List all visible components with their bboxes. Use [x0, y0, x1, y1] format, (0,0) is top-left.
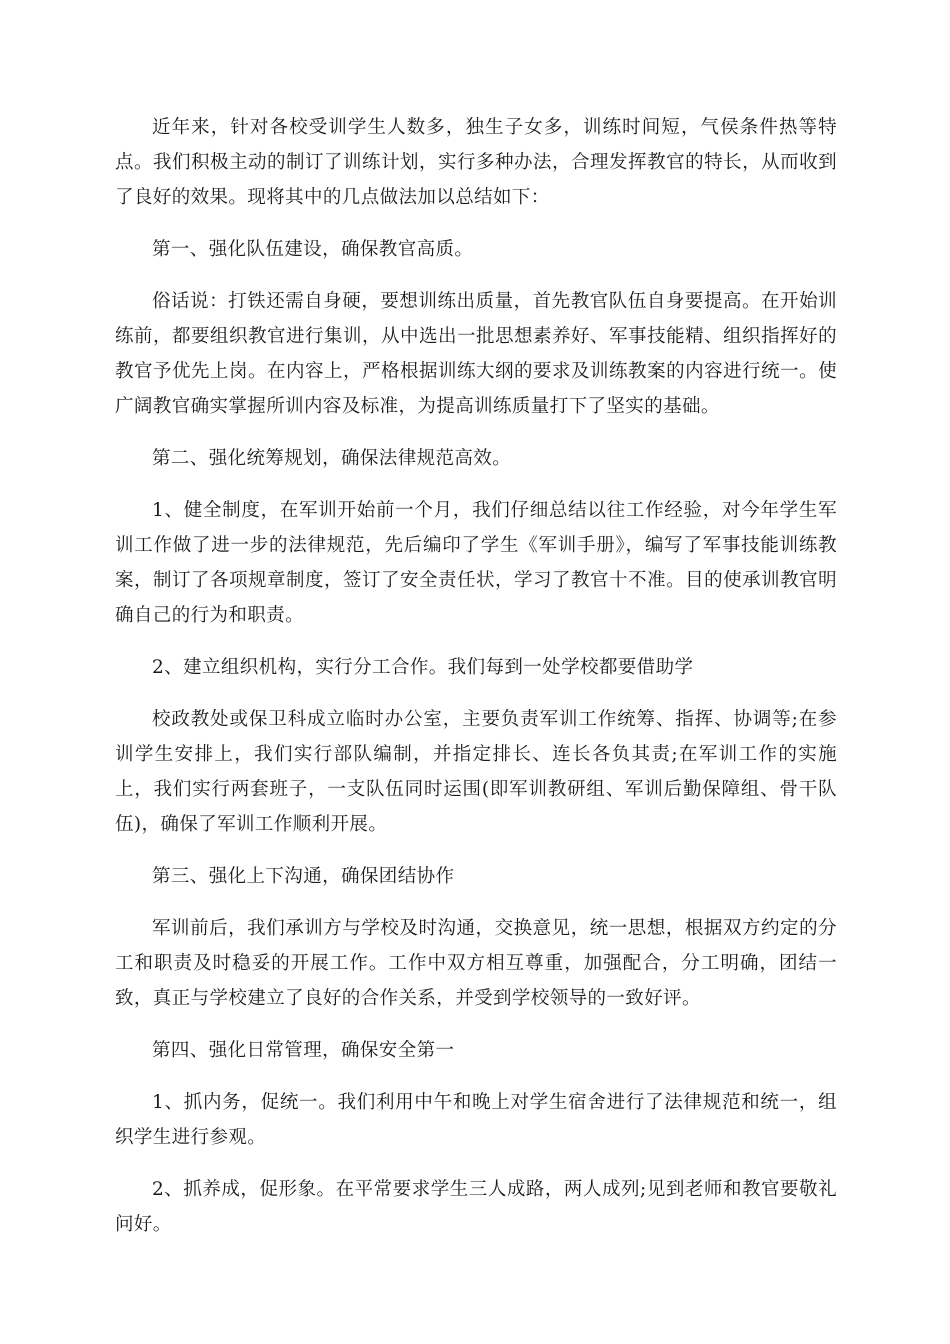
section-3-paragraph: 军训前后，我们承训方与学校及时沟通，交换意见，统一思想，根据双方约定的分工和职责及时稳妥的开展工作。工作中双方相互尊重，加强配合，分工明确，团结一致，真正与学校建立了良好的合作关系，并受到学校领导的一致好评。 — [115, 918, 837, 1009]
section-1-paragraph: 俗话说：打铁还需自身硬，要想训练出质量，首先教官队伍自身要提高。在开始训练前，都要组织教官进行集训，从中选出一批思想素养好、军事技能精、组织指挥好的教官予优先上岗。在内容上，严格根据训练大纲的要求及训练教案的内容进行统一。使广阔教官确实掌握所训内容及标准，为提高训练质量打下了坚实的基础。 — [115, 291, 837, 417]
section-4-item-2: 2、抓养成，促形象。在平常要求学生三人成路，两人成列;见到老师和教官要敬礼问好。 — [115, 1179, 837, 1235]
section-4-item-1: 1、抓内务，促统一。我们利用中午和晚上对学生宿舍进行了法律规范和统一，组织学生进行参观。 — [115, 1092, 837, 1148]
intro-paragraph: 近年来，针对各校受训学生人数多，独生子女多，训练时间短，气侯条件热等特点。我们积极主动的制订了训练计划，实行多种办法，合理发挥教官的特长，从而收到了良好的效果。现将其中的几点做法加以总结如下： — [115, 117, 837, 208]
document-body — [115, 110, 837, 1259]
section-2-item-2-continued: 校政教处或保卫科成立临时办公室，主要负责军训工作统筹、指挥、协调等;在参训学生安排上，我们实行部队编制，并指定排长、连长各负其责;在军训工作的实施上，我们实行两套班子，一支队伍同时运围(即军训教研组、军训后勤保障组、骨干队伍)，确保了军训工作顺利开展。 — [115, 709, 837, 835]
section-heading-1: 第一、强化队伍建设，确保教官高质。 — [152, 239, 474, 260]
section-heading-2: 第二、强化统筹规划，确保法律规范高效。 — [152, 448, 512, 469]
section-2-item-2: 2、建立组织机构，实行分工合作。我们每到一处学校都要借助学 — [152, 657, 694, 678]
section-heading-3: 第三、强化上下沟通，确保团结协作 — [152, 866, 455, 887]
section-heading-4: 第四、强化日常管理，确保安全第一 — [152, 1040, 455, 1061]
section-2-item-1: 1、健全制度，在军训开始前一个月，我们仔细总结以往工作经验，对今年学生军训工作做了进一步的法律规范，先后编印了学生《军训手册》，编写了军事技能训练教案，制订了各项规章制度，签订了安全责任状，学习了教官十不准。目的使承训教官明确自己的行为和职责。 — [115, 500, 837, 626]
